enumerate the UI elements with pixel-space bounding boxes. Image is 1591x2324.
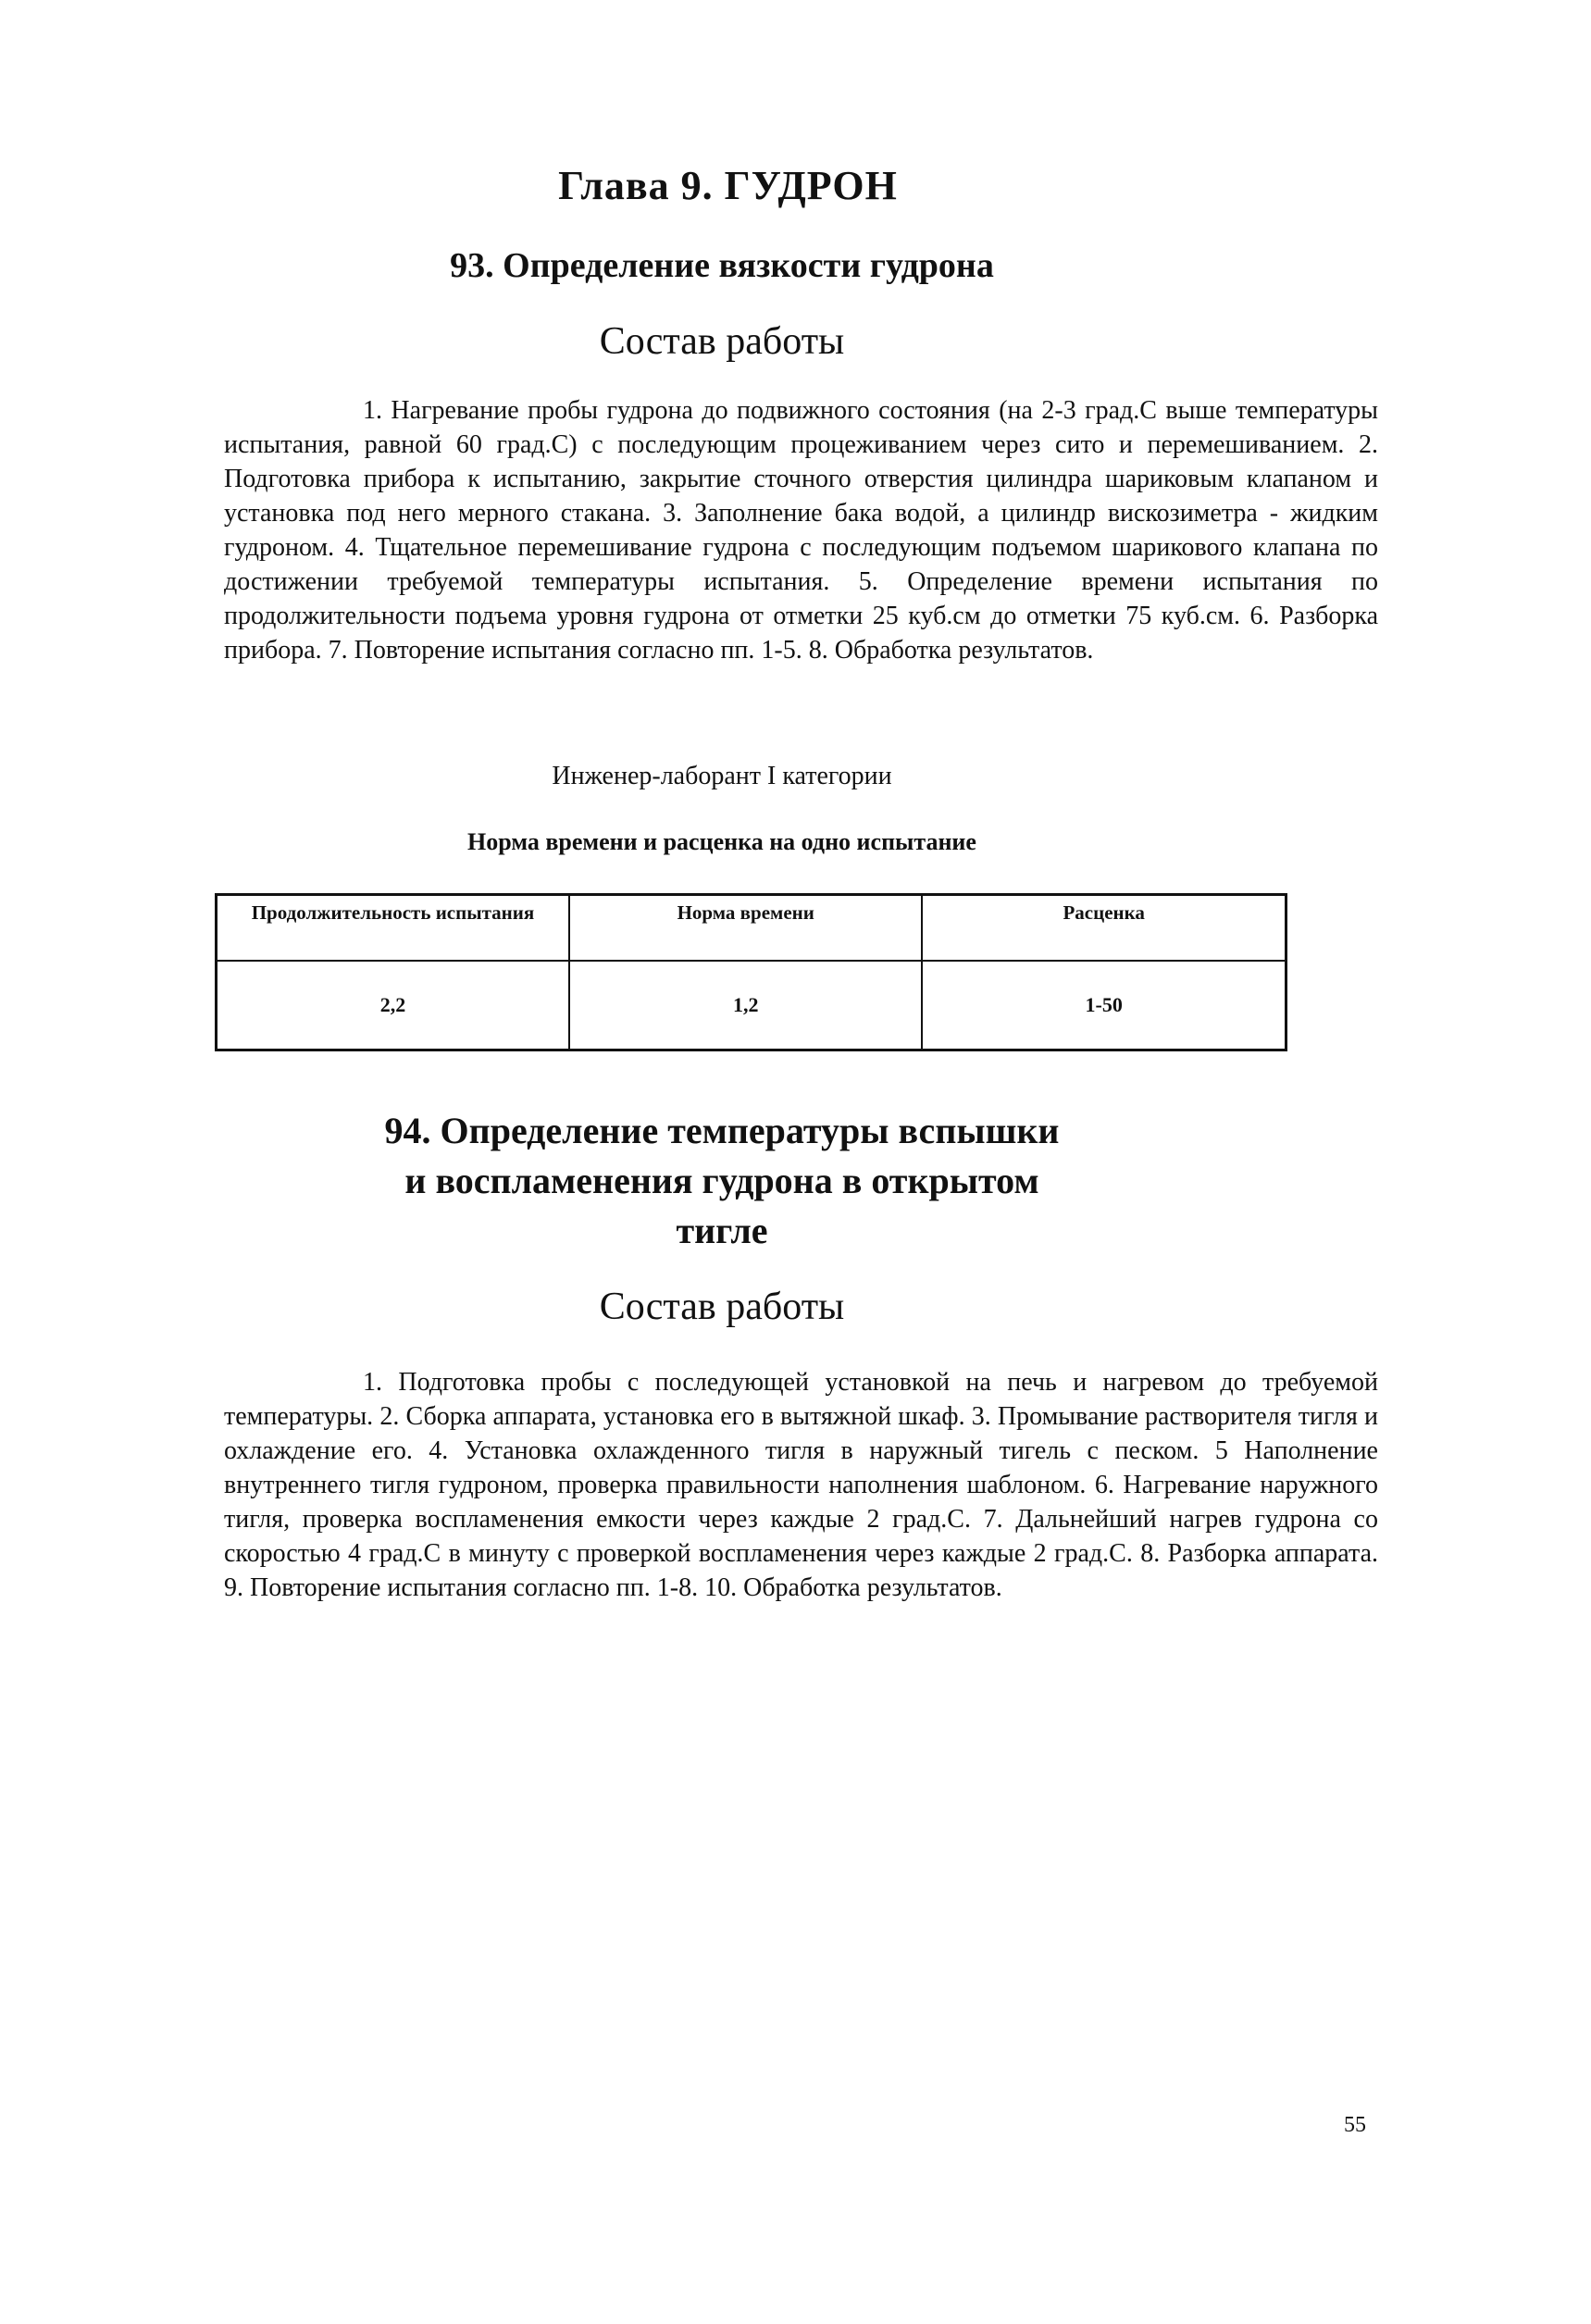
cell-price: 1-50 <box>922 961 1286 1050</box>
cell-time-norm: 1,2 <box>569 961 922 1050</box>
header-time-norm: Норма времени <box>569 895 922 962</box>
section-94-title-line2: и воспламенения гудрона в открытом <box>404 1160 1039 1201</box>
norm-table-title: Норма времени и расценка на одно испытание <box>467 828 976 855</box>
section-94-work-heading: Состав работы <box>599 1286 845 1328</box>
section-93-body: 1. Нагревание пробы гудрона до подвижного состояния (на 2-3 град.С выше температуры испытания, равной 60 град.С) с последующим процеживанием через сито и перемешиванием. 2. Подготовка прибора к испытанию, закрытие сточного отверстия цилиндра шариковым клапаном и установка под него мерного стакана. 3. Заполнение бака водой, а цилиндр вискозиметра - жидким гудроном. 4. Тщательное перемешивание гудрона с последующим подъемом шарикового клапана по достижении требуемой температуры испытания. 5. Определение времени испытания по продолжительности подъема уровня гудрона от отметки 25 куб.см до отметки 75 куб.см. 6. Разборка прибора. 7. Повторение испытания согласно пп. 1-5. 8. Обработка результатов. <box>224 396 1378 665</box>
cell-duration: 2,2 <box>217 961 569 1050</box>
page-number: 55 <box>1344 2113 1366 2137</box>
header-price: Расценка <box>922 895 1286 962</box>
worker-role: Инженер-лаборант I категории <box>552 762 892 790</box>
section-93-work-heading: Состав работы <box>599 320 845 363</box>
table-row <box>217 961 1286 1050</box>
header-duration: Продолжительность испытания <box>217 895 569 962</box>
section-94-body: 1. Подготовка пробы с последующей установкой на печь и нагревом до требуемой температуры. 2. Сборка аппарата, установка его в вытяжной шкаф. 3. Промывание растворителя тигля и охлаждение его. 4. Установка охлажденного тигля в наружный тигель с песком. 5 Наполнение внутреннего тигля гудроном, проверка правильности наполнения шаблоном. 6. Нагревание наружного тигля, проверка воспламенения емкости через каждые 2 град.С. 7. Дальнейший нагрев гудрона со скоростью 4 град.С в минуту с проверкой воспламенения через каждые 2 град.С. 8. Разборка аппарата. 9. Повторение испытания согласно пп. 1-8. 10. Обработка результатов. <box>224 1368 1378 1602</box>
section-94-title <box>0 1106 1444 1256</box>
table-header-row <box>217 895 1286 962</box>
section-94-title-line1: 94. Определение температуры вспышки <box>384 1110 1060 1151</box>
norm-table <box>215 893 1287 1051</box>
section-93-title: 93. Определение вязкости гудрона <box>450 246 994 285</box>
chapter-title: Глава 9. ГУДРОН <box>558 163 898 208</box>
section-94-title-line3: тигле <box>676 1210 768 1251</box>
